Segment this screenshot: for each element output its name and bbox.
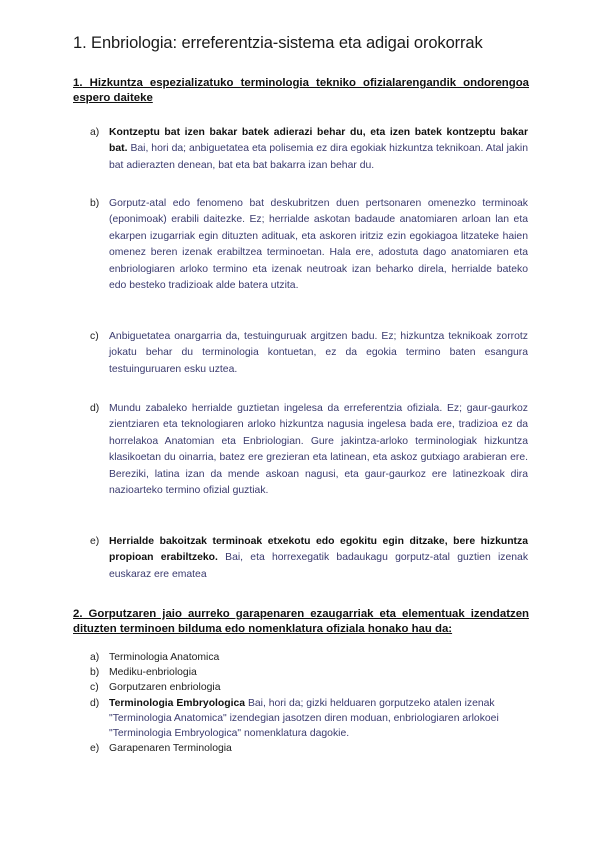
question-1-option-c bbox=[90, 329, 528, 378]
option-statement: Kontzeptu bat izen bakar batek adierazi behar du, eta izen batek kontzeptu bakar bat. bbox=[109, 127, 528, 155]
question-2-option-a bbox=[90, 650, 528, 665]
option-letter: b) bbox=[90, 667, 100, 679]
question-2-option-d bbox=[90, 696, 528, 742]
option-body bbox=[109, 125, 528, 174]
option-text: Garapenaren Terminologia bbox=[109, 743, 232, 755]
option-text: Anbiguetatea onargarria da, testuinguruak argitzen badu. Ez; hizkuntza teknikoak zorrotz jokatu behar du terminologia kontuetan, ez da egokia termino baten esangura testuinguruaren esku uztea. bbox=[109, 331, 528, 375]
option-letter: c) bbox=[90, 331, 99, 342]
question-1-option-d bbox=[90, 401, 528, 499]
option-letter: e) bbox=[90, 743, 100, 755]
option-statement: Terminologia Embryologica bbox=[109, 697, 246, 709]
option-body bbox=[109, 534, 528, 583]
option-feedback: Bai, eta horrexegatik badaukagu gorputz-atal guztien izenak euskaraz ere ematea bbox=[109, 552, 529, 580]
option-feedback: Bai, hori da; gizki helduaren gorputzeko atalen izenak "Terminologia Anatomica" izendegian jasotzen diren moduan, enbriologiaren arlokoei "Terminologia Embryologica" nomenklatura dagokie. bbox=[109, 697, 499, 740]
option-statement: Herrialde bakoitzak terminoak etxekotu edo egokitu egin ditzake, bere hizkuntza propioan erabiltzeko. bbox=[109, 536, 528, 564]
question-1-option-a bbox=[90, 125, 528, 174]
question-2-options bbox=[90, 650, 528, 756]
option-letter: a) bbox=[90, 652, 100, 663]
option-text: Mundu zabaleko herrialde guztietan ingelesa da erreferentzia ofiziala. Ez; gaur-gaurkoz zientziaren eta teknologiaren arloko hizkuntza nagusia ingelesa bada ere, tradizioa ez da horrelakoa Anatomian eta Enbriologian. Gure jakintza-arloko terminologiak hizkuntza klasikoetan du oinarria, batez ere grezieran eta latinean, eta askoz gutxiago arabieran ere. Bereziki, latina izan da mende askoan nagusi, eta gaur-gaurkoz ere latinezkoak dira nazioarteko termino ofizial guztiak. bbox=[109, 403, 528, 497]
option-feedback: Bai, hori da; anbiguetatea eta polisemia ez dira egokiak hizkuntza teknikoan. Atal jakin bat adierazten denean, bat eta bat bakarra izan behar du. bbox=[109, 143, 528, 171]
option-letter: d) bbox=[90, 697, 100, 709]
option-letter: b) bbox=[90, 198, 100, 209]
question-2-option-c bbox=[90, 680, 528, 695]
page-title: 1. Enbriologia: erreferentzia-sistema eta adigai orokorrak bbox=[73, 34, 483, 52]
option-text: Terminologia Anatomica bbox=[109, 652, 220, 663]
option-letter: d) bbox=[90, 403, 100, 414]
option-letter: c) bbox=[90, 682, 99, 694]
question-1-option-e bbox=[90, 534, 528, 583]
option-text: Gorputzaren enbriologia bbox=[109, 682, 221, 694]
option-text: Gorputz-atal edo fenomeno bat deskubritzen duen pertsonaren omenezko terminoak (eponimoak) erabili daitezke. Ez; herrialde askotan badaude anatomiaren arloan lan eta ekarpen izugarriak egin dituzten adituak, eta askoren iritziz ezin egokiagoa litzateke haien omenez beren izenak erabiltzea terminoetan. Hala ere, adostuta dago anatomiaren eta enbriologiaren arloko termino eta izenak neutroak izan beharko direla, herrialde bateko edo besteko tradizioak alde batera utzita. bbox=[109, 198, 528, 292]
question-2-heading: 2. Gorputzaren jaio aurreko garapenaren ezaugarriak eta elementuak izendatzen dituzten terminoen bilduma edo nomenklatura ofiziala honako hau da: bbox=[73, 608, 529, 635]
question-1-heading: 1. Hizkuntza espezializatuko terminologia tekniko ofizialarengandik ondorengoa espero daiteke bbox=[73, 77, 529, 104]
question-1-option-b bbox=[90, 196, 528, 294]
question-2-option-e bbox=[90, 741, 528, 756]
option-letter: a) bbox=[90, 127, 100, 138]
option-text: Mediku-enbriologia bbox=[109, 667, 197, 679]
question-2-option-b bbox=[90, 665, 528, 680]
option-letter: e) bbox=[90, 536, 100, 547]
